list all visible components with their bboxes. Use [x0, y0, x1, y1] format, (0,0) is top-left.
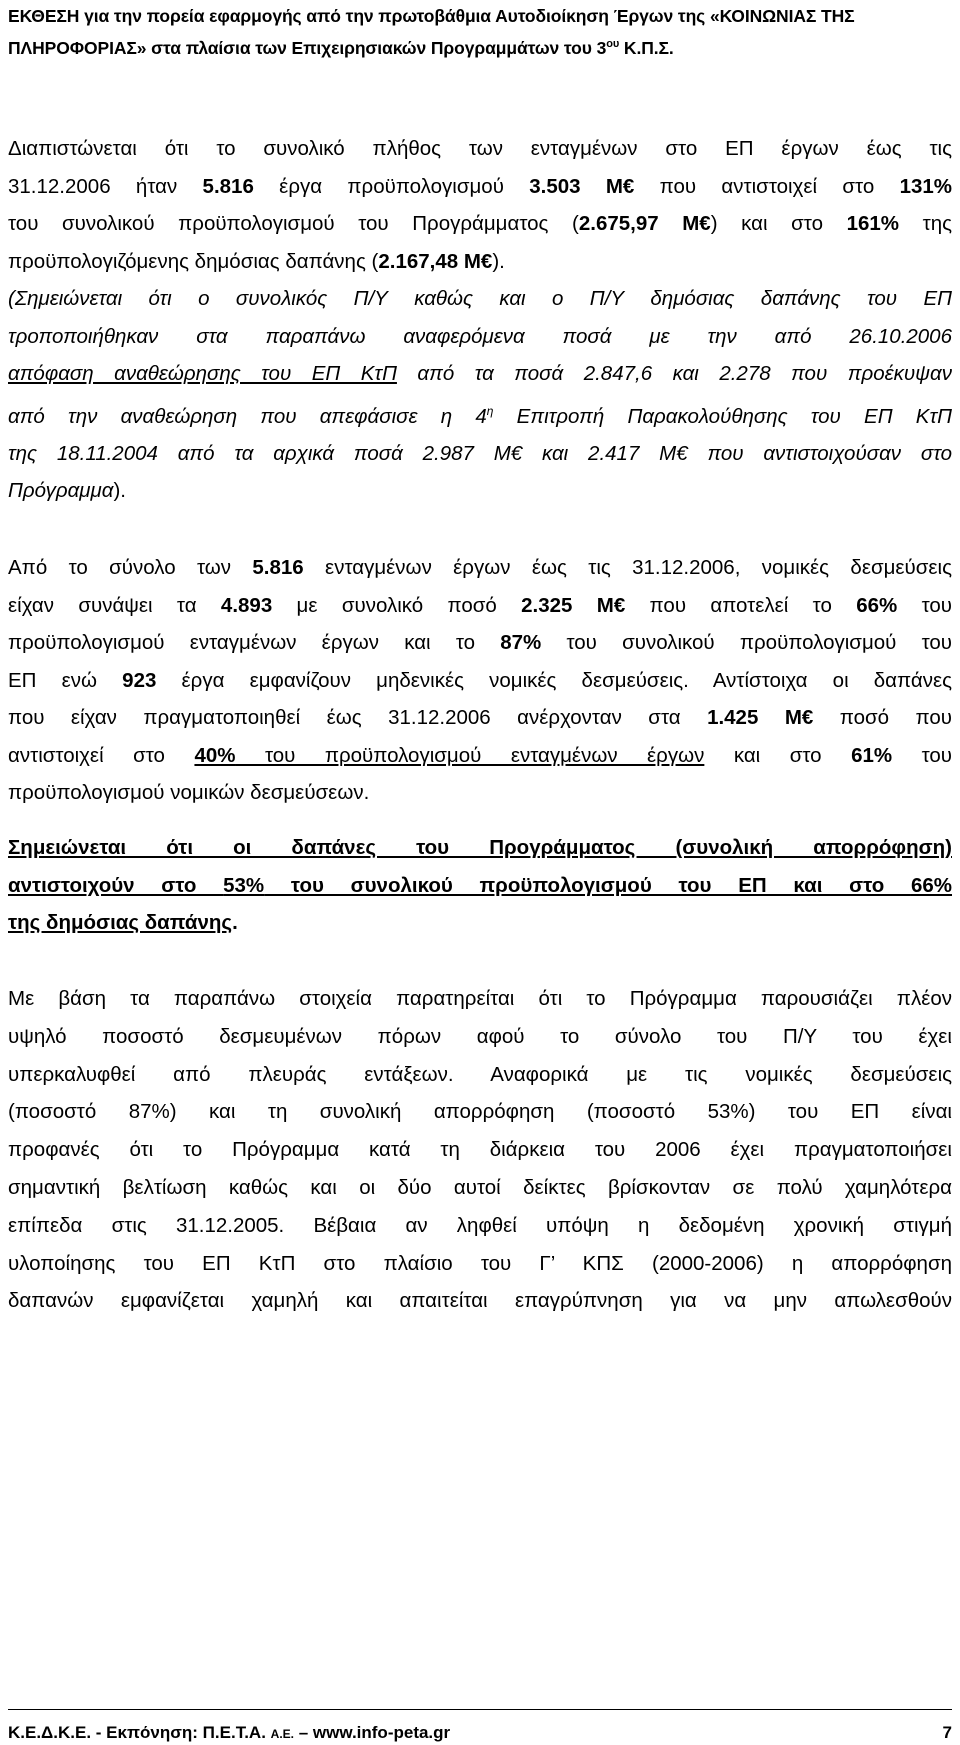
- header-line-1: ΕΚΘΕΣΗ για την πορεία εφαρμογής από την πρωτοβάθμια Αυτοδιοίκηση Έργων της «ΚΟΙΝΩΝΙΑΣ ΤΗΣ: [8, 6, 855, 26]
- paragraph-conclusions: Με βάση τα παραπάνω στοιχεία παρατηρείται ότι το Πρόγραμμα παρουσιάζει πλέον υψηλό ποσοστό δεσμευμένων πόρων αφού το σύνολο του Π/Υ του έχει υπερκαλυφθεί από πλευράς εντάξεων. Αναφορικά με τις νομικές δεσμεύσεις (ποσοστό 87%) και τη συνολική απορρόφηση (ποσοστό 53%) του ΕΠ είναι προφανές ότι το Πρόγραμμα κατά τη διάρκεια του 2006 έχει πραγματοποιήσει σημαντική βελτίωση καθώς και οι δύο αυτοί δείκτες βρίσκονταν σε πολύ χαμηλότερα επίπεδα στις 31.12.2005. Βέβαια αν ληφθεί υπόψη η δεδομένη χρονική στιγμή υλοποίησης του ΕΠ ΚτΠ στο πλαίσιο του Γ’ ΚΠΣ (2000-2006) η απορρόφηση δαπανών εμφανίζεται χαμηλή και απαιτείται επαγρύπνηση για να μην απωλεσθούν: [8, 987, 952, 1313]
- paragraph-total-projects: Διαπιστώνεται ότι το συνολικό πλήθος των ενταγμένων στο ΕΠ έργων έως τις 31.12.2006 ήταν 5.816 έργα προϋπολογισμού 3.503 Μ€ που αντιστοιχεί στο 131% του συνολικού προϋπολογισμού του Προγράμματος (2.675,97 Μ€) και στο 161% της προϋπολογιζόμενης δημόσιας δαπάνης (2.167,48 Μ€).: [8, 137, 952, 273]
- paragraph-legal-commitments: Από το σύνολο των 5.816 ενταγμένων έργων έως τις 31.12.2006, νομικές δεσμεύσεις είχαν συνάψει τα 4.893 με συνολικό ποσό 2.325 Μ€ που αποτελεί το 66% του προϋπολογισμού ενταγμένων έργων και το 87% του συνολικού προϋπολογισμού του ΕΠ ενώ 923 έργα εμφανίζουν μηδενικές νομικές δεσμεύσεις. Αντίστοιχα οι δαπάνες που είχαν πραγματοποιηθεί έως 31.12.2006 ανέρχονταν στα 1.425 Μ€ ποσό που αντιστοιχεί στο 40% του προϋπολογισμού ενταγμένων έργων και στο 61% του προϋπολογισμού νομικών δεσμεύσεων.: [8, 556, 953, 804]
- page-number: 7: [942, 1723, 952, 1742]
- paragraph-budget-note: (Σημειώνεται ότι ο συνολικός Π/Υ καθώς και ο Π/Υ δημόσιας δαπάνης του ΕΠ τροποποιήθηκαν στα παραπάνω αναφερόμενα ποσά με την από 26.10.2006 απόφαση αναθεώρησης του ΕΠ ΚτΠ από τα ποσά 2.847,6 και 2.278 που προέκυψαν από την αναθεώρηση που απεφάσισε η $4^\eta$ Επιτροπή Παρακολούθησης του ΕΠ ΚτΠ της 18.11.2004 από τα αρχικά ποσά 2.987 Μ€ και 2.417 Μ€ που αντιστοιχούσαν στο Πρόγραμμα).: [8, 287, 952, 503]
- paragraph-absorption-note: Σημειώνεται ότι οι δαπάνες του Προγράμματος (συνολική απορρόφηση) αντιστοιχούν στο 53% του συνολικού προϋπολογισμού του ΕΠ και στο 66% της δημόσιας δαπάνης.: [8, 836, 952, 934]
- header-line-2: ΠΛΗΡΟΦΟΡΙΑΣ» στα πλαίσια των Επιχειρησιακών Προγραμμάτων του $3^{o\upsilon}$ Κ.Π.Σ.: [8, 38, 674, 58]
- footer-credits: Κ.Ε.Δ.Κ.Ε. - Εκπόνηση: Π.Ε.Τ.Α. Α.Ε. – www.info-peta.gr: [8, 1723, 451, 1742]
- page-footer: [0, 1700, 960, 1745]
- footer-divider: [8, 1709, 952, 1710]
- running-header: [0, 0, 960, 64]
